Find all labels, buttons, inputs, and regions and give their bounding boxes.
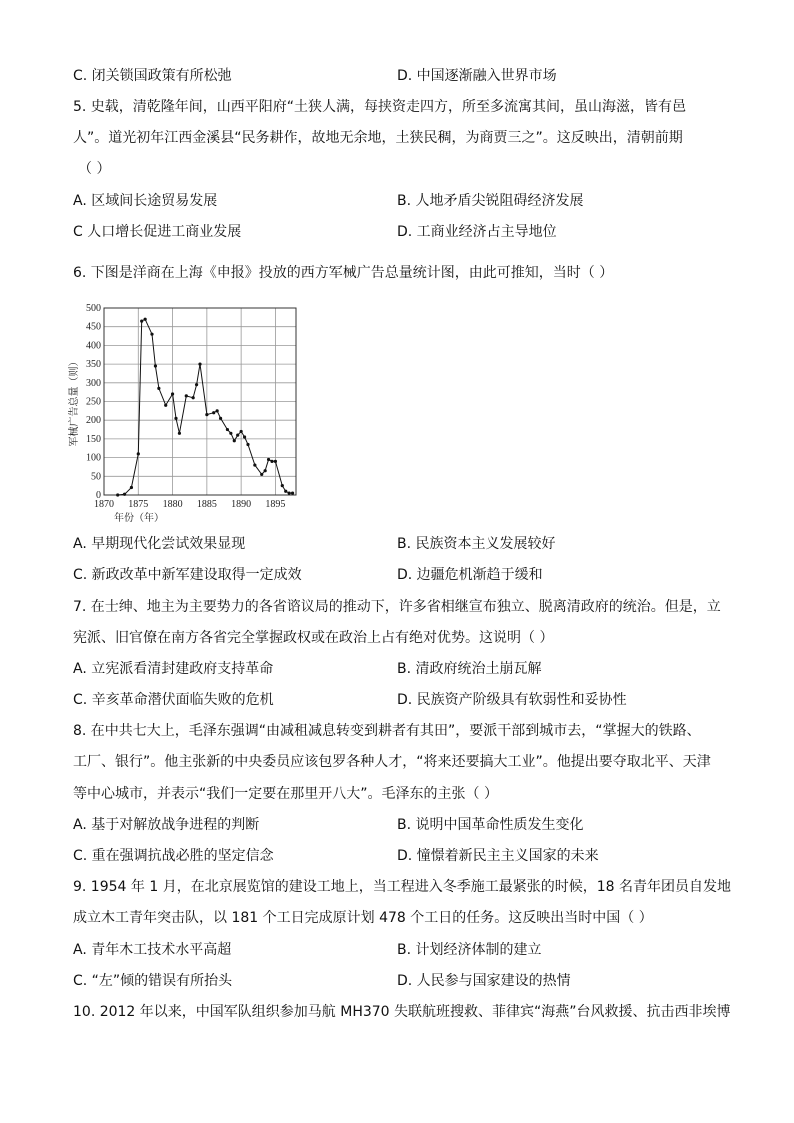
data-point [174, 417, 177, 420]
q8-option-c: C. 重在强调抗战必胜的坚定信念 [73, 848, 274, 864]
data-point [264, 469, 267, 472]
q5-option-d: D. 工商业经济占主导地位 [397, 224, 557, 240]
x-tick-label: 1870 [94, 499, 114, 510]
data-point [267, 458, 270, 461]
q8-option-d: D. 憧憬着新民主主义国家的未来 [397, 848, 599, 864]
q9-option-c: C. “左”倾的错误有所抬头 [73, 973, 233, 989]
q6-line-chart [66, 298, 306, 528]
data-point [219, 417, 222, 420]
q6-option-d: D. 边疆危机渐趋于缓和 [397, 567, 543, 583]
x-tick-label: 1895 [265, 499, 286, 510]
q10-stem-line-1: 10. 2012 年以来，中国军队组织参加马航 MH370 失联航班搜救、菲律宾“海燕”台风救援、抗击西非埃博 [73, 1004, 731, 1020]
data-point [150, 333, 153, 336]
q9-stem-line-1: 9. 1954 年 1 月，在北京展览馆的建设工地上，当工程进入冬季施工最紧张的时候，18 名青年团员自发地 [73, 879, 731, 895]
data-point [157, 387, 160, 390]
data-point [229, 432, 232, 435]
data-point [243, 435, 246, 438]
q5-option-c: C 人口增长促进工商业发展 [73, 224, 242, 240]
y-tick-label: 500 [86, 303, 101, 314]
chart-y-axis-label: 军械广告总量（则） [69, 356, 80, 447]
data-point [226, 428, 229, 431]
q4-option-d: D. 中国逐渐融入世界市场 [397, 68, 557, 84]
data-point [144, 318, 147, 321]
q7-stem-line-1: 7. 在士绅、地主为主要势力的各省谘议局的推动下，许多省相继宣布独立、脱离清政府的统治。但是，立 [73, 599, 721, 615]
q5-answer-blank: （ ） [78, 161, 111, 177]
data-point [291, 492, 294, 495]
y-tick-label: 300 [86, 377, 101, 389]
data-point [178, 432, 181, 435]
y-tick-label: 0 [96, 490, 101, 501]
data-point [240, 430, 243, 433]
q8-option-b: B. 说明中国革命性质发生变化 [397, 817, 584, 833]
data-point [140, 319, 143, 322]
data-point [284, 490, 287, 493]
q6-option-a: A. 早期现代化尝试效果显现 [73, 536, 246, 552]
data-point [123, 493, 126, 496]
q5-stem-line-1: 5. 史载，清乾隆年间，山西平阳府“土狭人满，每挟资走四方，所至多流寓其间，虽山海滋，皆有邑 [73, 99, 687, 115]
y-tick-label: 100 [86, 452, 101, 464]
q9-option-a: A. 青年木工技术水平高超 [73, 942, 232, 958]
y-tick-label: 250 [86, 396, 101, 408]
q6-option-c: C. 新政改革中新军建设取得一定成效 [73, 567, 302, 583]
chart-x-axis-label: 年份（年） [114, 513, 164, 524]
data-point [164, 404, 167, 407]
x-tick-label: 1885 [196, 499, 217, 510]
x-tick-label: 1880 [162, 499, 183, 510]
data-point [274, 460, 277, 463]
q5-stem-line-2: 人”。道光初年江西金溪县“民务耕作，故地无余地，土狭民稠，为商贾三之”。这反映出，清朝前期 [73, 130, 683, 146]
q7-option-a: A. 立宪派看清封建政府支持革命 [73, 661, 274, 677]
q9-stem-line-2: 成立木工青年突击队，以 181 个工日完成原计划 478 个工日的任务。这反映出当时中国（ ） [73, 910, 653, 926]
y-tick-label: 200 [86, 415, 101, 427]
x-tick-label: 1890 [231, 499, 252, 510]
data-point [236, 434, 239, 437]
data-point [253, 463, 256, 466]
data-point [233, 439, 236, 442]
q8-stem-line-1: 8. 在中共七大上，毛泽东强调“由减租减息转变到耕者有其田”，要派干部到城市去，“掌握大的铁路、 [73, 723, 701, 739]
data-point [212, 411, 215, 414]
y-tick-label: 400 [86, 340, 101, 352]
q5-option-b: B. 人地矛盾尖锐阻碍经济发展 [397, 193, 584, 209]
data-point [116, 493, 119, 496]
data-point [246, 443, 249, 446]
q8-stem-line-2: 工厂、银行”。他主张新的中央委员应该包罗各种人才，“将来还要搞大工业”。他提出要夺取北平、天津 [73, 754, 711, 770]
data-point [192, 396, 195, 399]
q9-option-d: D. 人民参与国家建设的热情 [397, 973, 571, 989]
data-point [198, 363, 201, 366]
q9-option-b: B. 计划经济体制的建立 [397, 942, 542, 958]
data-point [154, 364, 157, 367]
data-point [270, 460, 273, 463]
y-tick-label: 450 [86, 321, 101, 333]
y-tick-label: 50 [91, 471, 101, 483]
y-tick-label: 150 [86, 433, 101, 445]
q6-option-b: B. 民族资本主义发展较好 [397, 536, 556, 552]
data-point [185, 394, 188, 397]
chart-svg [66, 298, 306, 528]
y-tick-label: 350 [86, 359, 101, 371]
q5-option-a: A. 区域间长途贸易发展 [73, 193, 218, 209]
data-point [288, 492, 291, 495]
q7-option-c: C. 辛亥革命潜伏面临失败的危机 [73, 692, 274, 708]
data-point [205, 413, 208, 416]
data-point [260, 473, 263, 476]
data-point [137, 452, 140, 455]
data-point [171, 392, 174, 395]
q7-stem-line-2: 宪派、旧官僚在南方各省完全掌握政权或在政治上占有绝对优势。这说明（ ） [73, 630, 554, 646]
data-point [216, 409, 219, 412]
chart-series [116, 318, 294, 497]
x-tick-label: 1875 [128, 499, 149, 510]
data-point [195, 383, 198, 386]
q7-option-d: D. 民族资产阶级具有软弱性和妥协性 [397, 692, 627, 708]
data-point [281, 484, 284, 487]
q4-option-c: C. 闭关锁国政策有所松弛 [73, 68, 232, 84]
q6-stem-line-1: 6. 下图是洋商在上海《申报》投放的西方军械广告总量统计图，由此可推知，当时（ ） [73, 265, 614, 281]
q8-stem-line-3: 等中心城市，并表示“我们一定要在那里开八大”。毛泽东的主张（ ） [73, 786, 498, 802]
data-point [130, 486, 133, 489]
q7-option-b: B. 清政府统治土崩瓦解 [397, 661, 542, 677]
q8-option-a: A. 基于对解放战争进程的判断 [73, 817, 260, 833]
chart-grid [104, 308, 296, 495]
chart-ticks [86, 303, 285, 510]
